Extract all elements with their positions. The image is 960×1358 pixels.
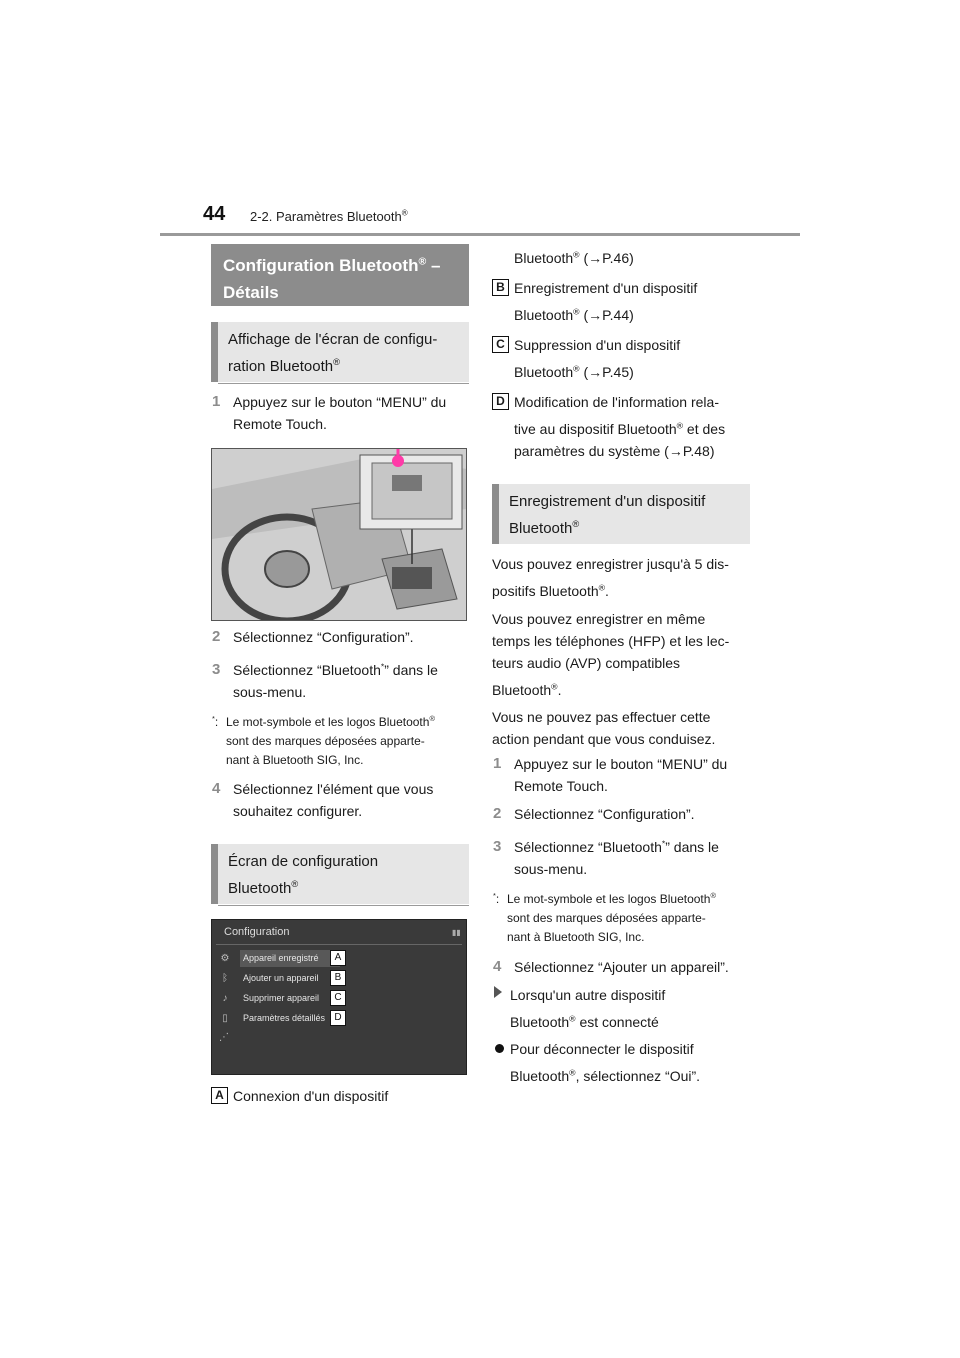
screen-title: Configuration [224,926,290,938]
sub-banner-display-config: Affichage de l'écran de configu- ration Bluetooth® [211,322,469,382]
step-2-left: 2 Sélectionnez “Configuration”. [212,628,414,645]
gear-icon: ⚙ [220,953,230,964]
screen-box-a: A [330,950,346,966]
sub-banner-registration: Enregistrement d'un dispositif Bluetooth® [492,484,750,544]
phone-icon: ▯ [222,1013,228,1024]
wifi-icon: ⋰ [219,1032,229,1043]
legend-a-cont: Bluetooth® (→P.46) [514,249,634,266]
screen-box-c: C [330,990,346,1006]
footnote-right: *: Le mot-symbole et les logos Bluetooth® sont des marques déposées apparte- nant à Bluetooth SIG, Inc. [493,891,716,944]
dot-bullet-icon [495,1044,504,1053]
legend-box-b: B [492,279,509,296]
bullet-disconnect: Pour déconnecter le dispositif Bluetooth®, sélectionnez “Oui”. [494,1038,756,1087]
legend-d-text: Modification de l'information rela- tive au dispositif Bluetooth® et des paramètres du système (→P.48) [514,394,726,459]
legend-box-d: D [492,393,509,410]
screen-row-add: Ajouter un appareil [243,973,319,983]
para-max-devices: Vous pouvez enregistrer jusqu'à 5 dis- positifs Bluetooth®. [492,556,729,599]
screen-row-registered: Appareil enregistré [240,950,340,967]
sub-banner-config-screen: Écran de configuration Bluetooth® [211,844,469,904]
dashboard-illustration [211,448,467,621]
arrow-bullet-icon [494,986,502,998]
legend-c-text: Suppression d'un dispositif Bluetooth® (→P.45) [514,337,681,380]
step-1-right: 1 Appuyez sur le bouton “MENU” du Remote Touch. [493,755,728,794]
page-number: 44 [203,203,226,225]
step-3-right: 3 Sélectionnez “Bluetooth*” dans le sous-menu. [493,838,719,877]
bluetooth-icon: ᛒ [222,973,228,984]
section-title: 2-2. Paramètres Bluetooth® [250,208,408,224]
music-icon: ♪ [222,993,228,1004]
screen-row-delete: Supprimer appareil [243,993,320,1003]
signal-icon: ▮▮ [452,928,461,937]
step-4-right: 4 Sélectionnez “Ajouter un appareil”. [493,958,729,975]
para-hfp-avp: Vous pouvez enregistrer en même temps les téléphones (HFP) et les lec- teurs audio (AVP) compatibles Bluetooth®. [492,611,730,698]
footnote-left: *: Le mot-symbole et les logos Bluetooth® sont des marques déposées apparte- nant à Bluetooth SIG, Inc. [212,714,435,767]
step-2-right: 2 Sélectionnez “Configuration”. [493,805,695,822]
para-driving: Vous ne pouvez pas effectuer cette action pendant que vous conduisez. [492,709,716,747]
dashboard-drawing [212,449,467,621]
step-1-left: 1 Appuyez sur le bouton “MENU” du Remote Touch. [212,393,447,432]
step-4-left: 4 Sélectionnez l'élément que vous souhaitez configurer. [212,780,434,819]
config-screen-illustration [211,919,467,1075]
main-banner: Configuration Bluetooth® – Détails [211,244,469,306]
screen-divider [216,944,462,945]
step-3-left: 3 Sélectionnez “Bluetooth*” dans le sous-menu. [212,661,438,700]
screen-box-b: B [330,970,346,986]
screen-box-d: D [330,1010,346,1026]
legend-b-text: Enregistrement d'un dispositif Bluetooth® (→P.44) [514,280,698,323]
bullet-other-device: Lorsqu'un autre dispositif Bluetooth® est connecté [494,984,756,1033]
legend-box-a: A [211,1087,228,1104]
header-rule [160,233,800,236]
legend-box-c: C [492,336,509,353]
screen-row-details: Paramètres détaillés [243,1013,326,1023]
legend-a-text: Connexion d'un dispositif [233,1088,389,1104]
